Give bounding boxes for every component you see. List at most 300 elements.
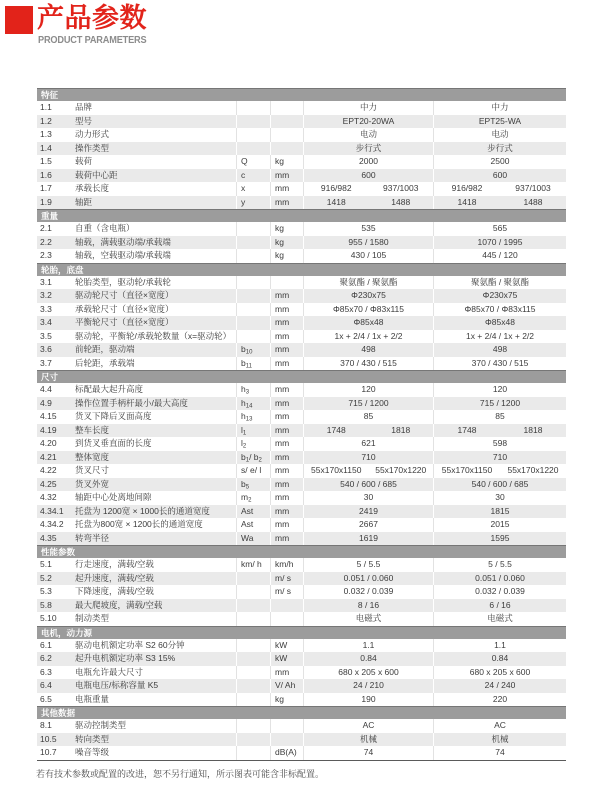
row-number: 1.5 [40, 156, 52, 166]
value-model1: 中力 [303, 101, 433, 115]
row-label: 制动类型 [75, 613, 110, 623]
value-model2: 370 / 430 / 515 [433, 357, 566, 371]
section-header: 特征 [37, 88, 566, 101]
row-label: 轴距 [75, 196, 93, 207]
row-unit: mm [270, 464, 303, 478]
row-symbol [236, 115, 270, 129]
row-unit [270, 612, 303, 626]
row-unit: mm [270, 196, 303, 210]
row-symbol: s/ e/ l [236, 464, 270, 478]
value-model2: 中力 [433, 101, 566, 115]
spec-row [37, 599, 566, 613]
value-model2: 1x + 2/4 / 1x + 2/2 [433, 330, 566, 344]
spec-row [37, 558, 566, 572]
row-number: 2.1 [40, 223, 52, 233]
value-model1: 0.84 [303, 652, 433, 666]
row-label: 电瓶允许最大尺寸 [75, 666, 144, 677]
row-number: 1.1 [40, 102, 52, 112]
value-model2: EPT25-WA [433, 115, 566, 129]
row-number: 3.2 [40, 290, 52, 300]
value-model1: 8 / 16 [303, 599, 433, 613]
spec-row [37, 236, 566, 250]
row-label: 驱动电机额定功率 S2 60分钟 [75, 639, 185, 650]
row-label: 承载轮尺寸（直径×宽度） [75, 303, 174, 314]
spec-row [37, 222, 566, 236]
value-model1 [303, 182, 433, 196]
row-label: 载荷中心距 [75, 169, 118, 180]
value-model2: 565 [433, 222, 566, 236]
value-model2: 498 [433, 343, 566, 357]
row-unit [270, 599, 303, 613]
row-label: 托盘为 1200宽 × 1000长的通道宽度 [75, 505, 210, 516]
value-part: 1488 [391, 196, 411, 207]
row-number: 6.5 [40, 693, 52, 704]
value-model1: 190 [303, 693, 433, 707]
spec-row [37, 612, 566, 626]
row-label: 平衡轮尺寸（直径×宽度） [75, 317, 174, 327]
row-label: 前轮距，驱动端 [75, 344, 135, 354]
value-model2 [433, 196, 566, 210]
value-part: 1418 [457, 196, 477, 207]
row-symbol [236, 303, 270, 317]
value-model2: 24 / 240 [433, 679, 566, 693]
value-model2: 540 / 600 / 685 [433, 478, 566, 492]
value-model1: Φ230x75 [303, 289, 433, 303]
row-unit [270, 733, 303, 747]
value-model1 [303, 196, 433, 210]
row-label: 驱动轮尺寸（直径×宽度） [75, 290, 174, 300]
row-number: 4.34.1 [40, 505, 64, 516]
row-unit: mm [270, 289, 303, 303]
row-number: 5.2 [40, 572, 52, 583]
spec-row [37, 518, 566, 532]
row-label: 电瓶重量 [75, 693, 110, 704]
value-model1: 聚氨酯 / 聚氨酯 [303, 276, 433, 290]
row-number: 2.3 [40, 250, 52, 260]
row-label: 后轮距，承载端 [75, 357, 135, 368]
value-model1: 74 [303, 746, 433, 760]
value-model1: AC [303, 719, 433, 733]
row-label: 行走速度，满载/空载 [75, 559, 154, 569]
value-model1: 30 [303, 491, 433, 505]
row-number: 4.25 [40, 478, 57, 489]
value-model1: 120 [303, 383, 433, 397]
value-model2: 步行式 [433, 142, 566, 156]
row-symbol: c [236, 169, 270, 183]
row-unit: mm [270, 532, 303, 546]
value-model1: 955 / 1580 [303, 236, 433, 250]
section-header: 性能参数 [37, 545, 566, 558]
row-number: 2.2 [40, 236, 52, 247]
spec-row [37, 289, 566, 303]
spec-row [37, 639, 566, 653]
row-symbol: km/ h [236, 558, 270, 572]
row-number: 4.15 [40, 411, 57, 421]
section-header: 电机，动力源 [37, 626, 566, 639]
spec-row [37, 169, 566, 183]
row-number: 4.19 [40, 424, 57, 435]
row-label: 托盘为800宽 × 1200长的通道宽度 [75, 519, 203, 529]
value-model2: Φ85x70 / Φ83x115 [433, 303, 566, 317]
value-model2: 6 / 16 [433, 599, 566, 613]
row-unit: mm [270, 357, 303, 371]
value-model1: 540 / 600 / 685 [303, 478, 433, 492]
row-symbol [236, 599, 270, 613]
row-unit: mm [270, 397, 303, 411]
row-unit: kW [270, 639, 303, 653]
spec-row [37, 478, 566, 492]
row-label: 货叉下降后叉面高度 [75, 411, 152, 421]
row-symbol [236, 666, 270, 680]
value-part: 937/1003 [515, 183, 551, 193]
row-symbol: Ast [236, 518, 270, 532]
value-part: 1418 [326, 196, 346, 207]
row-symbol [236, 746, 270, 760]
row-label: 轮胎类型，驱动轮/承载轮 [75, 276, 171, 287]
row-label: 最大爬坡度，满载/空载 [75, 599, 163, 610]
row-number: 4.20 [40, 438, 57, 448]
value-model1: 24 / 210 [303, 679, 433, 693]
value-model2 [433, 182, 566, 196]
value-model2: 598 [433, 437, 566, 451]
spec-row [37, 343, 566, 357]
spec-row [37, 719, 566, 733]
row-symbol [236, 679, 270, 693]
value-model1: 430 / 105 [303, 249, 433, 263]
row-symbol: $m_2$ [236, 491, 270, 505]
spec-row [37, 196, 566, 210]
row-number: 5.1 [40, 559, 52, 569]
row-unit: mm [270, 182, 303, 196]
row-number: 3.5 [40, 330, 52, 341]
row-label: 下降速度，满载/空载 [75, 586, 154, 596]
row-label: 轴距中心处离地间隙 [75, 492, 152, 502]
value-model1: 1x + 2/4 / 1x + 2/2 [303, 330, 433, 344]
section-header: 重量 [37, 209, 566, 222]
spec-row [37, 746, 566, 760]
value-model2: 1.1 [433, 639, 566, 653]
spec-row [37, 155, 566, 169]
row-symbol: $h_{14}$ [236, 397, 270, 411]
row-label: 操作类型 [75, 142, 110, 153]
row-unit: kg [270, 693, 303, 707]
value-model2: 0.051 / 0.060 [433, 572, 566, 586]
value-model2: 0.84 [433, 652, 566, 666]
row-symbol: Q [236, 155, 270, 169]
row-unit [270, 142, 303, 156]
value-part: 937/1003 [383, 183, 419, 193]
value-model2: 1815 [433, 505, 566, 519]
spec-row [37, 491, 566, 505]
row-label: 型号 [75, 115, 93, 126]
row-label: 轴载，空载驱动端/承载端 [75, 250, 171, 260]
row-unit: mm [270, 491, 303, 505]
spec-row [37, 532, 566, 546]
value-model1: EPT20-20WA [303, 115, 433, 129]
value-model2: 445 / 120 [433, 249, 566, 263]
value-model2: 机械 [433, 733, 566, 747]
spec-row [37, 437, 566, 451]
row-number: 6.4 [40, 680, 52, 690]
row-unit: mm [270, 437, 303, 451]
page-title: 产品参数 [37, 3, 147, 33]
row-unit [270, 276, 303, 290]
value-part: 1748 [326, 424, 346, 435]
row-number: 4.35 [40, 532, 57, 543]
row-symbol [236, 236, 270, 250]
row-symbol [236, 612, 270, 626]
value-model2: 5 / 5.5 [433, 558, 566, 572]
spec-row [37, 383, 566, 397]
row-symbol [236, 276, 270, 290]
row-number: 4.22 [40, 465, 57, 475]
spec-table [37, 88, 566, 761]
row-label: 电瓶电压/标称容量 K5 [75, 680, 159, 690]
value-model1: 715 / 1200 [303, 397, 433, 411]
value-model1: 2000 [303, 155, 433, 169]
row-label: 起升速度，满载/空载 [75, 572, 154, 583]
value-model1: 710 [303, 451, 433, 465]
value-part: 916/982 [320, 183, 352, 193]
row-symbol [236, 101, 270, 115]
value-model1: 1.1 [303, 639, 433, 653]
spec-row [37, 316, 566, 330]
row-number: 1.3 [40, 129, 52, 139]
row-label: 驱动轮，平衡轮/承载轮数量（x=驱动轮） [75, 330, 232, 341]
row-number: 3.1 [40, 276, 52, 287]
row-symbol: y [236, 196, 270, 210]
row-number: 1.4 [40, 142, 52, 153]
value-model2: 600 [433, 169, 566, 183]
row-symbol: $l_1$ [236, 424, 270, 438]
row-number: 3.6 [40, 344, 52, 354]
row-symbol [236, 330, 270, 344]
value-model2: 2500 [433, 155, 566, 169]
spec-row [37, 585, 566, 599]
value-part: 1748 [457, 424, 477, 435]
spec-row [37, 142, 566, 156]
row-unit: kg [270, 236, 303, 250]
row-number: 6.2 [40, 653, 52, 663]
value-model2 [433, 424, 566, 438]
spec-row [37, 249, 566, 263]
value-part: 1488 [523, 196, 543, 207]
spec-row [37, 101, 566, 115]
row-symbol [236, 693, 270, 707]
row-symbol: $b_{11}$ [236, 357, 270, 371]
row-unit: kg [270, 155, 303, 169]
value-model1: 1619 [303, 532, 433, 546]
spec-row [37, 693, 566, 707]
spec-row [37, 128, 566, 142]
row-symbol [236, 652, 270, 666]
spec-row [37, 424, 566, 438]
value-model1: Φ85x70 / Φ83x115 [303, 303, 433, 317]
value-model2: 电磁式 [433, 612, 566, 626]
value-model1: 0.051 / 0.060 [303, 572, 433, 586]
row-unit: mm [270, 451, 303, 465]
row-number: 6.1 [40, 639, 52, 650]
value-part: 1818 [391, 424, 411, 435]
row-number: 5.8 [40, 599, 52, 610]
row-unit: mm [270, 303, 303, 317]
row-label: 标配最大起升高度 [75, 384, 144, 394]
value-model2: 220 [433, 693, 566, 707]
row-number: 1.7 [40, 183, 52, 193]
value-model2: 聚氨酯 / 聚氨酯 [433, 276, 566, 290]
row-number: 5.3 [40, 586, 52, 596]
row-symbol: Ast [236, 505, 270, 519]
row-label: 动力形式 [75, 129, 110, 139]
row-symbol: $b_1/$ $b_2$ [236, 451, 270, 465]
value-model1: 2667 [303, 518, 433, 532]
footnote: 若有技术参数或配置的改进，恕不另行通知，所示图表可能含非标配置。 [36, 769, 325, 779]
row-symbol [236, 316, 270, 330]
row-symbol [236, 639, 270, 653]
value-model1: 498 [303, 343, 433, 357]
spec-row [37, 733, 566, 747]
row-unit [270, 719, 303, 733]
row-unit: mm [270, 505, 303, 519]
row-label: 噪音等级 [75, 747, 110, 757]
value-part: 55x170x1150 [441, 465, 493, 475]
spec-row [37, 410, 566, 424]
value-model1: 85 [303, 410, 433, 424]
row-symbol [236, 733, 270, 747]
row-symbol [236, 289, 270, 303]
value-model1: 电磁式 [303, 612, 433, 626]
row-number: 3.7 [40, 357, 52, 368]
row-unit: kg [270, 249, 303, 263]
row-symbol [236, 142, 270, 156]
value-model1: 0.032 / 0.039 [303, 585, 433, 599]
row-label: 驱动控制类型 [75, 720, 127, 730]
value-model2: 30 [433, 491, 566, 505]
row-number: 10.5 [40, 733, 57, 744]
row-label: 转弯半径 [75, 532, 110, 543]
value-model1: Φ85x48 [303, 316, 433, 330]
row-unit: mm [270, 383, 303, 397]
row-unit: mm [270, 316, 303, 330]
spec-row [37, 505, 566, 519]
row-symbol [236, 249, 270, 263]
row-label: 转向类型 [75, 733, 110, 744]
row-number: 5.10 [40, 613, 57, 623]
row-symbol [236, 585, 270, 599]
row-symbol: Wa [236, 532, 270, 546]
value-model1: 2419 [303, 505, 433, 519]
value-model1: 621 [303, 437, 433, 451]
section-header: 尺寸 [37, 370, 566, 383]
value-model2: 1595 [433, 532, 566, 546]
row-number: 1.6 [40, 169, 52, 180]
row-unit: m/ s [270, 572, 303, 586]
row-unit: mm [270, 343, 303, 357]
row-number: 3.3 [40, 303, 52, 314]
value-part: 55x170x1150 [311, 465, 362, 475]
row-symbol [236, 128, 270, 142]
row-unit: mm [270, 410, 303, 424]
row-number: 4.21 [40, 451, 57, 462]
value-model2: AC [433, 719, 566, 733]
spec-row [37, 330, 566, 344]
value-model2: 0.032 / 0.039 [433, 585, 566, 599]
value-model2: 1070 / 1995 [433, 236, 566, 250]
row-symbol [236, 222, 270, 236]
row-number: 1.2 [40, 115, 52, 126]
row-number: 4.9 [40, 397, 52, 408]
row-unit: kg [270, 222, 303, 236]
spec-row [37, 182, 566, 196]
row-symbol: $b_5$ [236, 478, 270, 492]
row-number: 4.34.2 [40, 519, 64, 529]
brand-red-square-icon [5, 6, 33, 34]
row-symbol: $h_{13}$ [236, 410, 270, 424]
spec-row [37, 397, 566, 411]
row-label: 品牌 [75, 102, 93, 112]
spec-row [37, 679, 566, 693]
row-number: 6.3 [40, 666, 52, 677]
section-header: 轮胎，底盘 [37, 263, 566, 276]
row-number: 1.9 [40, 196, 52, 207]
row-symbol: x [236, 182, 270, 196]
value-model1 [303, 464, 433, 478]
row-unit: m/ s [270, 585, 303, 599]
row-unit: km/h [270, 558, 303, 572]
row-label: 整车长度 [75, 424, 110, 435]
spec-row [37, 572, 566, 586]
row-unit: mm [270, 478, 303, 492]
value-model1: 电动 [303, 128, 433, 142]
value-model1: 600 [303, 169, 433, 183]
spec-row [37, 652, 566, 666]
row-unit: dB(A) [270, 746, 303, 760]
row-unit: V/ Ah [270, 679, 303, 693]
spec-row [37, 115, 566, 129]
row-unit: kW [270, 652, 303, 666]
row-label: 货叉外宽 [75, 478, 110, 489]
row-symbol: $l_2$ [236, 437, 270, 451]
row-unit [270, 101, 303, 115]
row-unit: mm [270, 666, 303, 680]
value-model1: 步行式 [303, 142, 433, 156]
value-model2: 120 [433, 383, 566, 397]
spec-row [37, 276, 566, 290]
value-model2: 电动 [433, 128, 566, 142]
value-part: 55x170x1220 [375, 465, 427, 475]
value-part: 55x170x1220 [507, 465, 559, 475]
value-model1: 机械 [303, 733, 433, 747]
row-unit [270, 115, 303, 129]
value-part: 1818 [523, 424, 543, 435]
value-model2: 2015 [433, 518, 566, 532]
row-number: 8.1 [40, 720, 52, 730]
row-symbol [236, 572, 270, 586]
page-subtitle: PRODUCT PARAMETERS [38, 35, 147, 46]
value-model1 [303, 424, 433, 438]
spec-row [37, 357, 566, 371]
row-unit: mm [270, 518, 303, 532]
value-model2: 74 [433, 746, 566, 760]
value-model2: 715 / 1200 [433, 397, 566, 411]
value-model2: 85 [433, 410, 566, 424]
row-label: 承载长度 [75, 183, 110, 193]
row-label: 到货叉垂直面的长度 [75, 438, 152, 448]
value-model1: 680 x 205 x 600 [303, 666, 433, 680]
value-part: 916/982 [451, 183, 483, 193]
row-number: 4.32 [40, 492, 57, 502]
row-symbol [236, 719, 270, 733]
